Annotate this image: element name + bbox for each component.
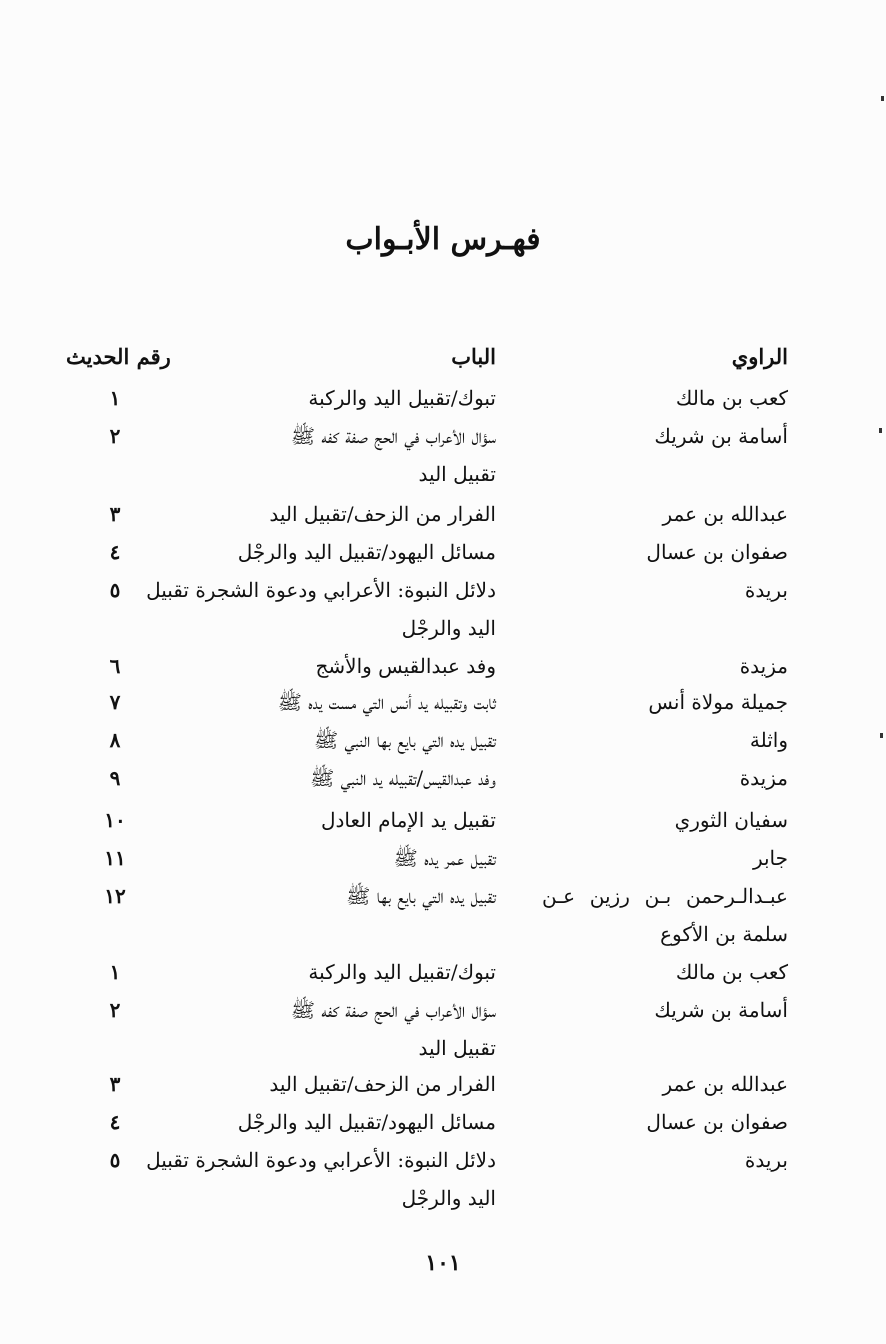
header-chapter: الباب bbox=[451, 344, 496, 369]
chapter-cell: تقبيل يده التي بايع بها ﷺ bbox=[346, 884, 496, 908]
narrator-cell: كعب بن مالك bbox=[675, 386, 788, 410]
table-header bbox=[0, 344, 886, 380]
chapter-cell: مسائل اليهود/تقبيل اليد والرجْل bbox=[237, 1110, 496, 1134]
page-number: ١٠١ bbox=[425, 1250, 461, 1276]
chapter-cell: اليد والرجْل bbox=[401, 1186, 496, 1210]
chapter-cell: تقبيل اليد bbox=[418, 1036, 496, 1060]
narrator-cell: صفوان بن عسال bbox=[646, 1110, 788, 1134]
table-row bbox=[0, 462, 886, 498]
hadith-number-cell: ١٠ bbox=[104, 808, 126, 832]
narrator-cell: صفوان بن عسال bbox=[646, 540, 788, 564]
narrator-cell: عبـدالـرحمن بـن رزين عـن bbox=[542, 884, 788, 908]
scan-speck bbox=[879, 428, 882, 433]
chapter-cell: دلائل النبوة: الأعرابي ودعوة الشجرة تقبيل bbox=[146, 578, 496, 602]
narrator-cell: بريدة bbox=[744, 578, 788, 602]
table-row bbox=[0, 998, 886, 1034]
table-row bbox=[0, 654, 886, 690]
table-row bbox=[0, 1072, 886, 1108]
table-row bbox=[0, 386, 886, 422]
chapter-cell: ثابت وتقبيله يد أنس التي مست يده ﷺ bbox=[277, 690, 496, 714]
hadith-number-cell: ٦ bbox=[109, 654, 121, 678]
hadith-number-cell: ٢ bbox=[109, 998, 121, 1022]
narrator-cell: أسامة بن شريك bbox=[654, 424, 788, 448]
narrator-cell: جابر bbox=[752, 846, 788, 870]
chapter-cell: تبوك/تقبيل اليد والركبة bbox=[308, 386, 496, 410]
table-row bbox=[0, 502, 886, 538]
narrator-cell bbox=[538, 616, 788, 640]
table-row bbox=[0, 808, 886, 844]
narrator-cell: جميلة مولاة أنس bbox=[648, 690, 788, 714]
chapter-cell: اليد والرجْل bbox=[401, 616, 496, 640]
hadith-number-cell: ١ bbox=[109, 960, 121, 984]
hadith-number-cell: ٣ bbox=[109, 1072, 121, 1096]
narrator-cell bbox=[538, 1036, 788, 1060]
hadith-number-cell: ٩ bbox=[109, 766, 121, 790]
table-row bbox=[0, 960, 886, 996]
scan-speck bbox=[881, 96, 884, 101]
hadith-number-cell: ٢ bbox=[109, 424, 121, 448]
table-row bbox=[0, 424, 886, 460]
hadith-number-cell: ٣ bbox=[109, 502, 121, 526]
chapter-cell: سؤال الأعراب في الحج صفة كفه ﷺ bbox=[290, 998, 496, 1022]
table-row bbox=[0, 540, 886, 576]
chapter-cell: الفرار من الزحف/تقبيل اليد bbox=[269, 502, 496, 526]
hadith-number-cell: ٤ bbox=[109, 540, 121, 564]
hadith-number-cell: ٥ bbox=[109, 578, 121, 602]
table-row bbox=[0, 728, 886, 764]
table-row bbox=[0, 1148, 886, 1184]
hadith-number-cell: ٤ bbox=[109, 1110, 121, 1134]
hadith-number-cell: ٧ bbox=[109, 690, 121, 714]
chapter-cell: تقبيل اليد bbox=[418, 462, 496, 486]
chapter-cell: وفد عبدالقيس والأشج bbox=[315, 654, 496, 678]
narrator-cell: واثلة bbox=[749, 728, 788, 752]
chapter-cell: تقبيل يد الإمام العادل bbox=[320, 808, 496, 832]
chapter-cell: سؤال الأعراب في الحج صفة كفه ﷺ bbox=[290, 424, 496, 448]
narrator-cell: عبدالله بن عمر bbox=[662, 1072, 788, 1096]
narrator-cell: بريدة bbox=[744, 1148, 788, 1172]
hadith-number-cell: ٨ bbox=[109, 728, 121, 752]
table-row bbox=[0, 922, 886, 958]
narrator-cell: مزيدة bbox=[739, 766, 788, 790]
narrator-cell bbox=[538, 462, 788, 486]
narrator-cell: سلمة بن الأكوع bbox=[660, 922, 788, 946]
chapter-cell: الفرار من الزحف/تقبيل اليد bbox=[269, 1072, 496, 1096]
chapter-cell: تقبيل يده التي بايع بها النبي ﷺ bbox=[314, 728, 496, 752]
narrator-cell: عبدالله بن عمر bbox=[662, 502, 788, 526]
table-row bbox=[0, 884, 886, 920]
scan-speck bbox=[880, 733, 883, 738]
table-row bbox=[0, 1036, 886, 1072]
table-row bbox=[0, 690, 886, 726]
header-number: رقم الحديث bbox=[66, 344, 171, 369]
table-row bbox=[0, 846, 886, 882]
page-title: فهـرس الأبـواب bbox=[345, 222, 541, 257]
narrator-cell: سفيان الثوري bbox=[674, 808, 788, 832]
hadith-number-cell: ١١ bbox=[104, 846, 126, 870]
hadith-number-cell: ١٢ bbox=[104, 884, 126, 908]
chapter-cell: مسائل اليهود/تقبيل اليد والرجْل bbox=[237, 540, 496, 564]
table-row bbox=[0, 578, 886, 614]
chapter-cell: دلائل النبوة: الأعرابي ودعوة الشجرة تقبيل bbox=[146, 1148, 496, 1172]
narrator-cell: مزيدة bbox=[739, 654, 788, 678]
narrator-cell: كعب بن مالك bbox=[675, 960, 788, 984]
header-narrator: الراوي bbox=[731, 344, 788, 369]
chapter-cell: وفد عبدالقيس/تقبيله يد النبي ﷺ bbox=[310, 766, 496, 790]
table-row bbox=[0, 1110, 886, 1146]
hadith-number-cell: ١ bbox=[109, 386, 121, 410]
table-row bbox=[0, 766, 886, 802]
table-row bbox=[0, 616, 886, 652]
table-row bbox=[0, 1186, 886, 1222]
hadith-number-cell: ٥ bbox=[109, 1148, 121, 1172]
chapter-cell: تبوك/تقبيل اليد والركبة bbox=[308, 960, 496, 984]
narrator-cell bbox=[538, 1186, 788, 1210]
narrator-cell: أسامة بن شريك bbox=[654, 998, 788, 1022]
chapter-cell: تقبيل عمر يده ﷺ bbox=[393, 846, 496, 870]
